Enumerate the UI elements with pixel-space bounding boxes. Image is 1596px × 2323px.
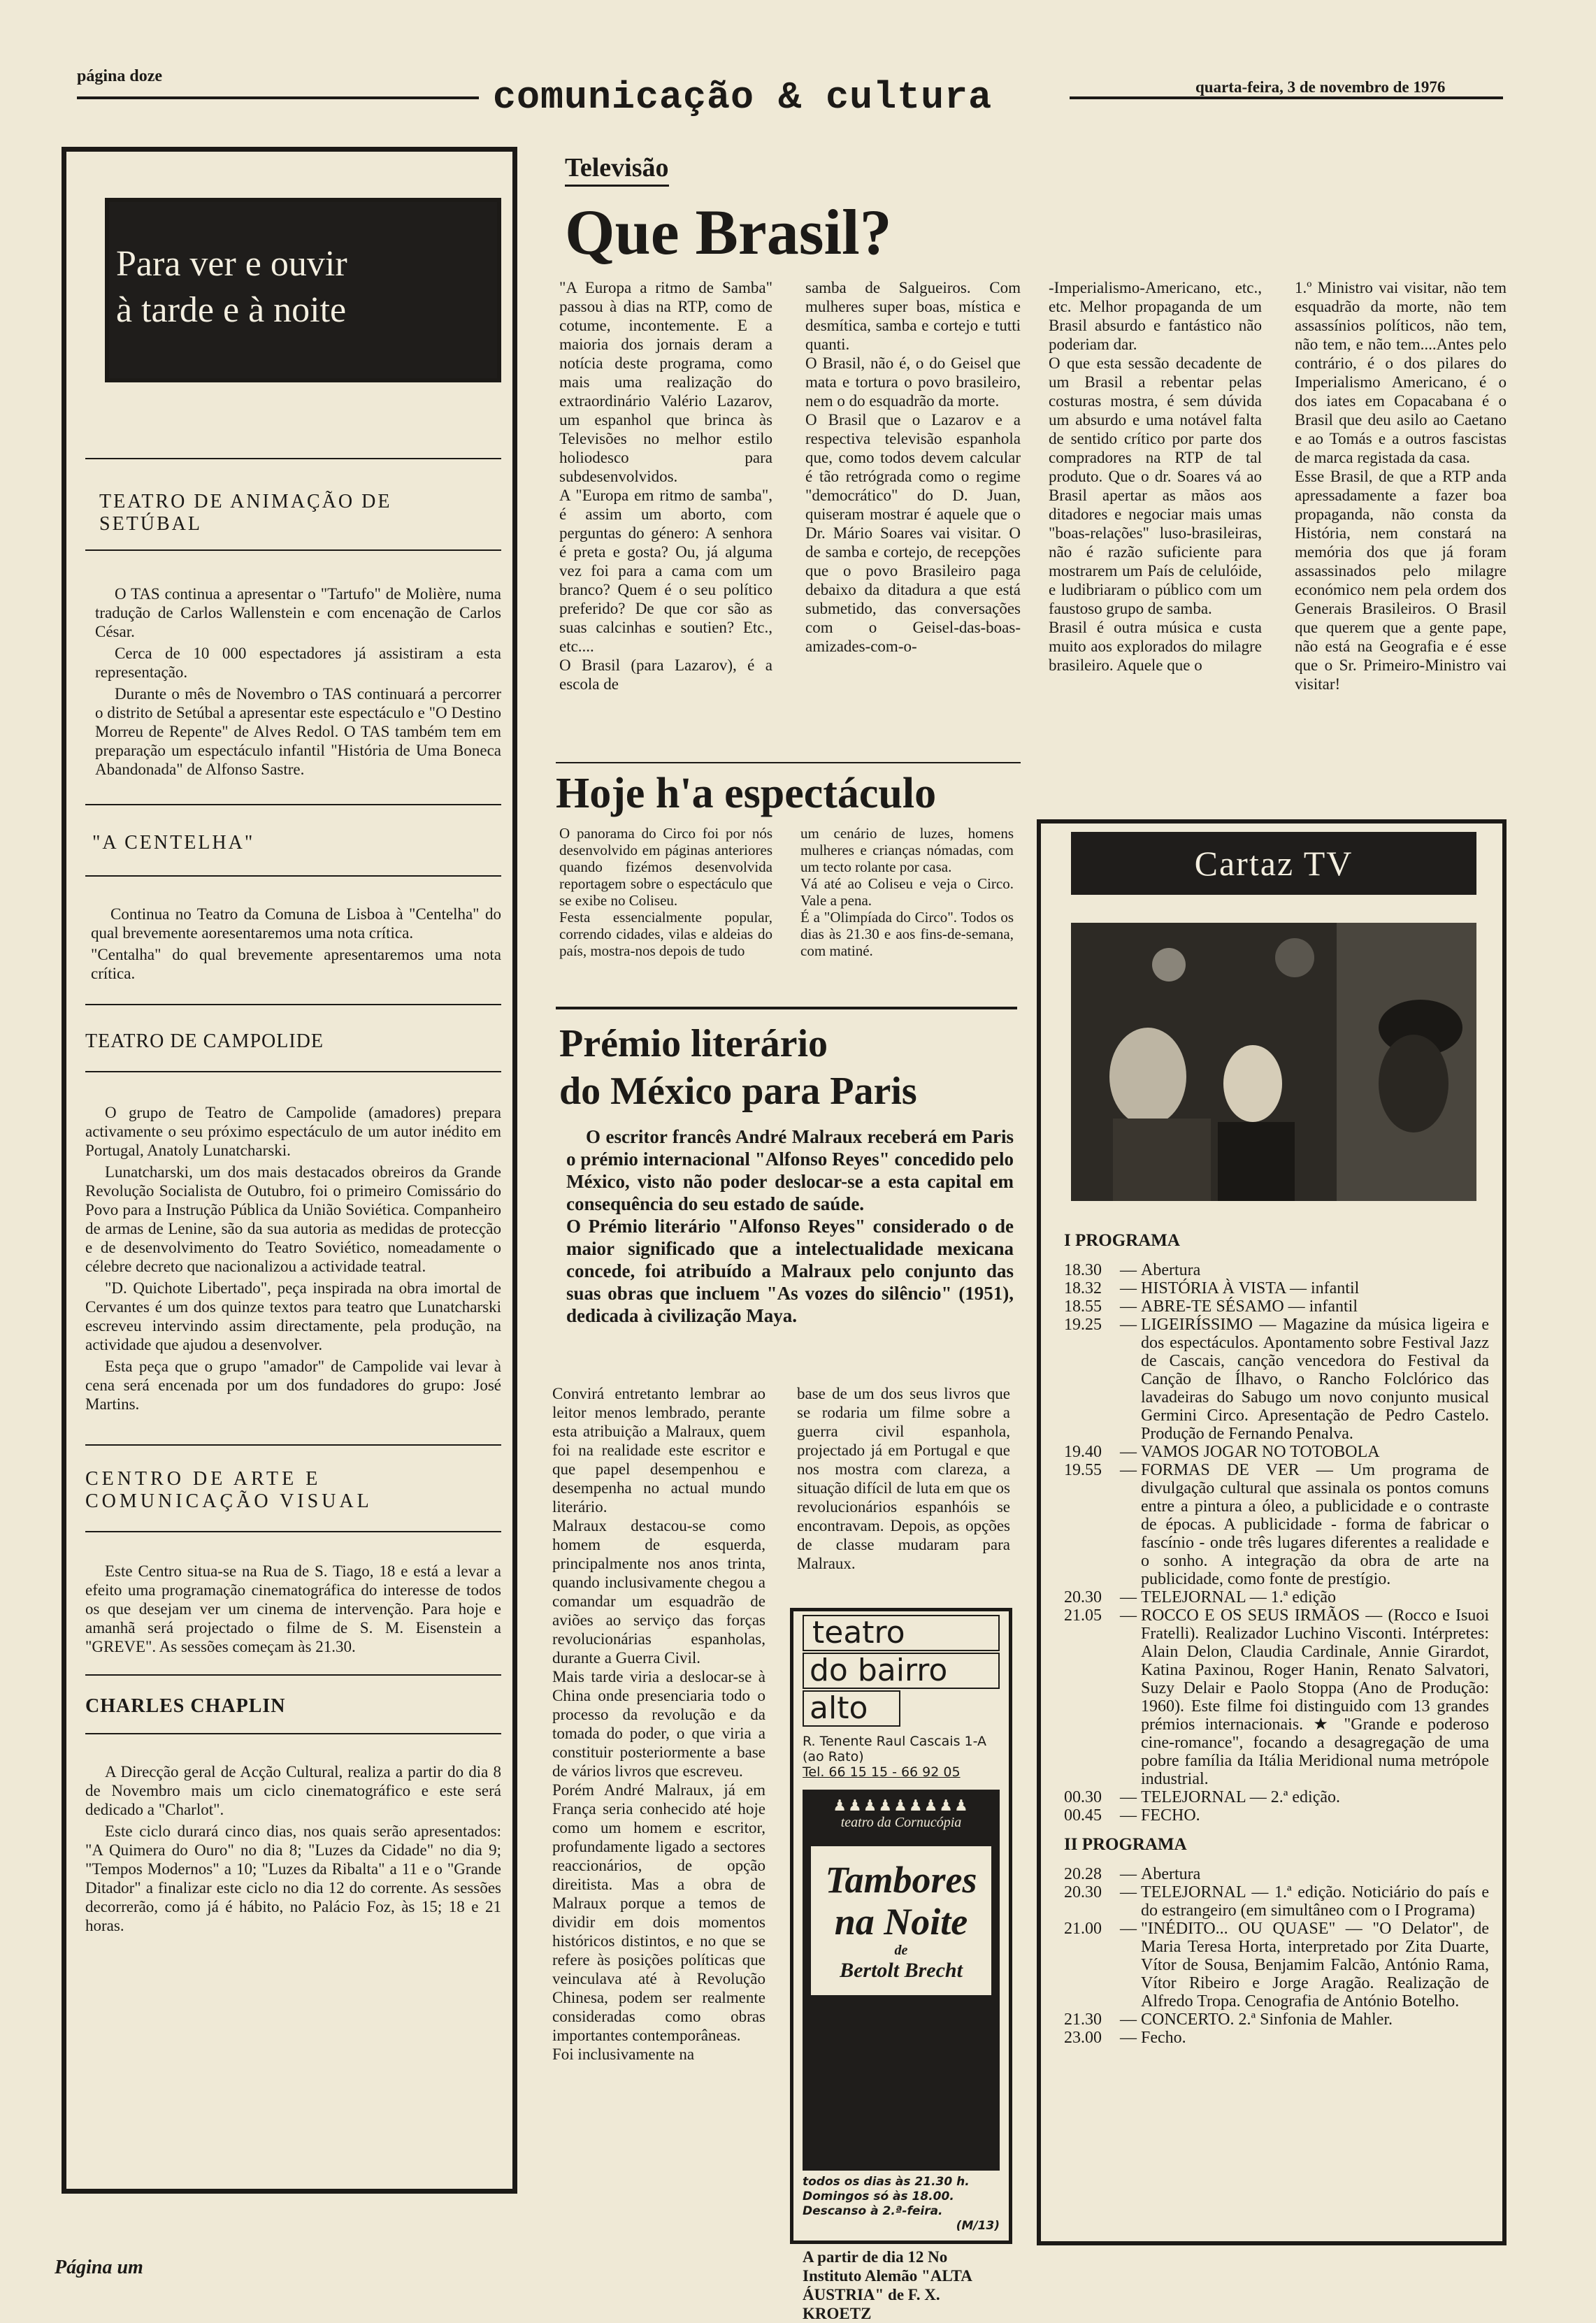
section-body-centro-arte — [85, 1562, 501, 1656]
program-time: 23.00 — [1064, 2029, 1102, 2047]
poster — [803, 1790, 1000, 2171]
circus-rule-bottom — [556, 1007, 1017, 1009]
circus-col-1: O panorama do Circo foi por nós desenvolvido em páginas anteriores quando fizémos desenvolvida reportagem sobre o espectáculo que se exibe no Coliseu. Festa essencialmente popular, correndo cidades, vilas e aldeias do país, mostra-nos depois de tudo — [559, 825, 772, 959]
section-title-setubal: TEATRO DE ANIMAÇÃO DE SETÚBAL — [99, 491, 392, 535]
times-line-3: Descanso à 2.ª-feira. — [803, 2204, 943, 2218]
program-time: 18.32 — [1064, 1279, 1102, 1297]
prize-headline-1: Prémio literário — [559, 1022, 828, 1065]
film-still-illustration — [1071, 923, 1476, 1201]
program-dash: — — [1120, 1883, 1141, 1901]
program-time: 00.30 — [1064, 1788, 1102, 1806]
play-by: de — [894, 1943, 908, 1958]
paragraph: Esta peça que o grupo "amador" de Campolide vai levar à cena será encenada por um dos fundadores do grupo: José Martins. — [85, 1358, 501, 1413]
program-description: HISTÓRIA À VISTA — infantil — [1141, 1279, 1360, 1297]
program-time: 20.30 — [1064, 1588, 1102, 1606]
program-dash: — — [1120, 1261, 1141, 1279]
section-title-centelha: "A CENTELHA" — [92, 832, 255, 854]
program-item — [1064, 1443, 1489, 1461]
program-time: 20.30 — [1064, 1883, 1102, 1901]
program-time: 21.00 — [1064, 1920, 1102, 1938]
paragraph: O TAS continua a apresentar o "Tartufo" de Molière, numa tradução de Carlos Wallenstein e com encenação de Carlos César. — [95, 585, 501, 640]
section-title: comunicação & cultura — [493, 75, 993, 120]
program-dash: — — [1120, 1316, 1141, 1334]
program-description: FORMAS DE VER — Um programa de divulgação cultural que assinala os pontos comuns entre a pintura a óleo, a publicidade e o contraste de épocas. A publicidade - forma de fabricar o fascínio - onde três lugares diferentes a realidade e o sonho. A integração da obra de arte na publicidade, como fonte de prestígio. — [1141, 1461, 1489, 1588]
paragraph: Cerca de 10 000 espectadores já assistiram a esta representação. — [95, 645, 501, 681]
section-title-chaplin: CHARLES CHAPLIN — [85, 1695, 286, 1717]
tv-kicker: Televisão — [565, 152, 669, 187]
section-title-campolide: TEATRO DE CAMPOLIDE — [85, 1030, 324, 1052]
section-divider — [85, 1733, 501, 1734]
program-item — [1064, 1588, 1489, 1606]
program-time: 21.05 — [1064, 1606, 1102, 1625]
program-dash: — — [1120, 1920, 1141, 1938]
program-item — [1064, 1461, 1489, 1588]
program-dash: — — [1120, 1588, 1141, 1606]
listings-sections — [85, 458, 501, 1938]
program-time: 18.30 — [1064, 1261, 1102, 1279]
play-author: Bertolt Brecht — [840, 1959, 963, 1982]
section-divider — [85, 458, 501, 459]
program-description: ABRE-TE SÉSAMO — infantil — [1141, 1297, 1358, 1316]
program-time: 19.40 — [1064, 1443, 1102, 1461]
paragraph: Este ciclo durará cinco dias, nos quais serão apresentados: "A Quimera do Ouro" no dia 8; "Luzes da Cidade" no dia 9; "Tempos Modernos" a 10; "Luzes da Ribalta" a 11 e o "Grande Ditador" a finalizar este ciclo no dia 12 do corrente. As sessões decorrerão, como já é hábito, no Palácio Foz, às 15; 18 e 21 horas. — [85, 1822, 501, 1934]
program-item — [1064, 2029, 1489, 2047]
section-divider — [85, 1071, 501, 1072]
tv-col-4: 1.º Ministro vai visitar, não tem esquadrão da morte, não tem assassínios políticos, não tem, não tem, e não tem....Antes pelo contrário, é o dos pilares do Imperialismo Americano, é o dos iates em Copacabana é o Brasil que deu asilo ao Caetano e ao Tomás e a outros fascistas de marca registada da casa. Esse Brasil, de que a RTP anda apressadamente a fazer boa propaganda, não consta da História, nem constará na memória dos que já foram assassinados pelo milagre económico nem pela ordem dos Generais Brasileiros. O Brasil que querem que a gente pape, não está na Geografia e é esse que o Sr. Primeiro-Ministro vai visitar! — [1295, 279, 1507, 693]
section-divider — [85, 804, 501, 805]
banner-line-2: à tarde e à noite — [116, 290, 347, 330]
logo-line-2: do bairro — [803, 1653, 1000, 1689]
paragraph: Continua no Teatro da Comuna de Lisboa à "Centelha" do qual brevemente aoresentaremos uma nota crítica. — [91, 905, 501, 942]
company-name: teatro da Cornucópia — [840, 1815, 962, 1830]
show-times — [803, 2175, 1000, 2234]
program-item — [1064, 1920, 1489, 2011]
paragraph: Lunatcharski, um dos mais destacados obreiros da Grande Revolução Socialista de Outubro, foi o primeiro Comissário do Povo para a Instrução Pública da União Soviética. Companheiro de armas de Lenine, são da sua autoria as medidas de protecção e de desenvolvimento do Teatro Soviético, nomeadamente o célebre decreto que nacionalizou a actividade teatral. — [85, 1163, 501, 1275]
program-item — [1064, 1279, 1489, 1297]
section-divider — [85, 1444, 501, 1446]
paragraph: Durante o mês de Novembro o TAS continuará a percorrer o distrito de Setúbal a apresentar este espectáculo e "O Destino Morreu de Repente" de Alves Redol. O TAS também tem em preparação um espectáculo infantil "História de Uma Boneca Abandonada" de Alfonso Sastre. — [95, 685, 501, 778]
program-description: Abertura — [1141, 1261, 1201, 1279]
program-description: TELEJORNAL — 2.ª edição. — [1141, 1788, 1340, 1806]
program-item — [1064, 1865, 1489, 1883]
poster-figures: ♟♟♟♟♟♟♟♟♟ — [833, 1797, 970, 1814]
program-dash: — — [1120, 2011, 1141, 2029]
program-item — [1064, 1606, 1489, 1788]
paragraph: "Centalha" do qual brevemente apresentaremos uma nota crítica. — [91, 946, 501, 982]
tv-headline: Que Brasil? — [565, 196, 892, 268]
program-1-items — [1064, 1261, 1489, 1825]
program-dash: — — [1120, 1443, 1141, 1461]
header-rule-right — [1070, 96, 1503, 99]
program-description: TELEJORNAL — 1.ª edição. Noticiário do país e do estrangeiro (em simultâneo com o I Programa) — [1141, 1883, 1489, 1920]
program-dash: — — [1120, 1279, 1141, 1297]
tv-col-2: samba de Salgueiros. Com mulheres super boas, mística e desmítica, samba e cortejo e tutti quanti. O Brasil, não é, o do Geisel que mata e tortura o povo brasileiro, nem o do esquadrão da morte. O Brasil que o Lazarov e a respectiva televisão espanhola que, como todos devem calcular é tão retrógrada como o regime "democrático" do D. Juan, quiseram mostrar é aquele que o Dr. Mário Soares vai visitar. O de samba e cortejo, de recepções que o povo Brasileiro paga debaixo da ditadura a que está submetido, das conversações com o Geisel-das-boas-amizades-com-o- — [805, 279, 1021, 655]
prize-headline-2: do México para Paris — [559, 1070, 917, 1113]
program-description: LIGEIRÍSSIMO — Magazine da música ligeira e dos espectáculos. Apontamento sobre Festival Jazz de Cascais, canção vencedora do Festival da Canção de Ílhavo, o Rancho Folclórico das lavadeiras do Sabugo um novo conjunto musical Germini Circo. Apresentação de Pedro Castelo. Produção de Fernando Penalva. — [1141, 1316, 1489, 1443]
program-time: 19.55 — [1064, 1461, 1102, 1479]
section-body-campolide — [85, 1103, 501, 1414]
prize-col-1: Convirá entretanto lembrar ao leitor menos lembrado, perante esta atribuição a Malraux, quem foi na realidade este escritor e que papel desempenhou e desempenha no actual mundo literário. Malraux destacou-se como homem de esquerda, principalmente nos anos trinta, quando inclusivamente chegou a comandar um esquadrão de aviões ao serviço das forças revolucionárias espanholas, durante a Guerra Civil. Mais tarde viria a deslocar-se à China onde presenciaria todo o processo da revolução e da tomada do poder, o que viria a constituir posteriormente a base de vários livros que escreveu. Porém André Malraux, já em França seria conhecido até hoje como um homem e escritor, profundamente ligado a sectores reaccionários, de opção direitista. Mas a obra de Malraux porque a temos de dividir em dois momentos históricos distintos, e no que se refere às posições políticas que veinculava até à Revolução Chinesa, podem ser realmente consideradas como obras importantes contemporâneas. Foi inclusivamente na — [552, 1385, 765, 2063]
section-body-centelha — [91, 905, 501, 983]
program-heading-1: I PROGRAMA — [1064, 1231, 1180, 1250]
program-item — [1064, 1261, 1489, 1279]
program-item — [1064, 1788, 1489, 1806]
program-item — [1064, 1297, 1489, 1316]
program-description: ROCCO E OS SEUS IRMÃOS — (Rocco e Isuoi Fratelli). Realizador Luchino Visconti. Intérpretes: Alain Delon, Claudia Cardinale, Annie Girardot, Katina Paxinou, Roger Hanin, Renato Salvatori, Suzy Delair e Paolo Stoppa (Ano de Produção: 1960). Este filme foi distinguido com 13 grandes prémios internacionais. ★ "Grande e poderoso cine-romance", focando a desagregação de uma pobre família da Itália Meridional numa metrópole industrial. — [1141, 1606, 1489, 1788]
program-dash: — — [1120, 2029, 1141, 2047]
film-still-image — [1071, 923, 1476, 1201]
theatre-address: R. Tenente Raul Cascais 1-A (ao Rato) — [803, 1734, 987, 1764]
program-item — [1064, 1316, 1489, 1443]
program-time: 19.25 — [1064, 1316, 1102, 1334]
footer-bleed-text: Página um — [55, 2257, 143, 2278]
section-divider — [85, 1531, 501, 1532]
times-line-1: todos os dias às 21.30 h. — [803, 2175, 970, 2189]
program-item — [1064, 1883, 1489, 1920]
program-heading-2: II PROGRAMA — [1064, 1835, 1187, 1854]
program-time: 18.55 — [1064, 1297, 1102, 1316]
program-description: TELEJORNAL — 1.ª edição — [1141, 1588, 1336, 1606]
program-dash: — — [1120, 1806, 1141, 1825]
listings-banner — [105, 198, 501, 382]
program-description: FECHO. — [1141, 1806, 1200, 1825]
section-body-setubal — [95, 584, 501, 779]
prize-lead: O escritor francês André Malraux receberá em Paris o prémio internacional "Alfonso Reyes" concedido pelo México, visto não poder deslocar-se a esta capital em consequência do seu estado de saúde. O Prémio literário "Alfonso Reyes" considerado o de maior significado que a intelectualidade mexicana concede, foi atribuído a Malraux pelo conjunto das suas obras que incluem "As vozes do silêncio" (1951), dedicada à civilização Maya. — [566, 1126, 1014, 1326]
prize-col-2: base de um dos seus livros que se rodaria um filme sobre a guerra civil espanhola, projectado já em Portugal e que nos mostra com clareza, a situação difícil de luta em que os revolucionários espanhóis se encontravam. Depois, as opções de classe mudaram para Malraux. — [797, 1385, 1010, 1572]
cartaz-tv-title: Cartaz TV — [1071, 832, 1476, 895]
section-title-centro-arte: CENTRO DE ARTE E COMUNICAÇÃO VISUAL — [85, 1468, 373, 1512]
play-title-1: Tambores — [825, 1859, 977, 1901]
program-description: VAMOS JOGAR NO TOTOBOLA — [1141, 1443, 1380, 1461]
paragraph: A Direcção geral de Acção Cultural, realiza a partir do dia 8 de Novembro mais um ciclo cinematográfico e este será dedicado a "Charlot". — [85, 1763, 501, 1818]
paragraph: "D. Quichote Libertado", peça inspirada na obra imortal de Cervantes é um dos quinze textos para teatro que Lunatcharski escreveu intervindo assim directamente, pela produção, na actividade que ajudou a desenvolver. — [85, 1279, 501, 1353]
program-time: 20.28 — [1064, 1865, 1102, 1883]
program-description: "INÉDITO... OU QUASE" — "O Delator", de Maria Teresa Horta, interpretado por Zita Duarte, Vítor de Sousa, Benjamim Falcão, António Rama, Vítor Ribeiro e Jorge Aragão. Realização de Alfredo Tropa. Cenografia de António Botelho. — [1141, 1920, 1489, 2011]
program-time: 21.30 — [1064, 2011, 1102, 2029]
header-rule-left — [77, 96, 479, 99]
program-2-items — [1064, 1865, 1489, 2047]
section-divider — [85, 1004, 501, 1005]
logo-line-3: alto — [803, 1690, 900, 1727]
paragraph: Este Centro situa-se na Rua de S. Tiago, 18 e está a levar a efeito uma programação cinematográfica do interesse de todos os que desejam ver um cinema de intervenção. Para hoje e amanhã será projectado o filme de S. M. Eisenstein a "GREVE". As sessões começam às 21.30. — [85, 1562, 501, 1655]
play-title-2: na Noite — [834, 1901, 968, 1943]
section-divider — [85, 1674, 501, 1676]
program-dash: — — [1120, 1865, 1141, 1883]
theatre-logo — [803, 1615, 1000, 1727]
times-line-2: Domingos só às 18.00. — [803, 2189, 954, 2203]
issue-date: quarta-feira, 3 de novembro de 1976 — [1195, 78, 1446, 96]
section-body-chaplin — [85, 1762, 501, 1935]
circus-headline: Hoje h'a espectáculo — [556, 770, 937, 817]
section-divider — [85, 875, 501, 877]
section-divider — [85, 549, 501, 551]
tv-col-1: "A Europa a ritmo de Samba" passou à dias na RTP, como de cotume, incontemente. E a maioria dos jornais deram a notícia deste programa, como mais uma realização do extraordinário Valério Lazarov, um espanhol que brinca às Televisões no melhor estilo holiodesco para subdesenvolvidos. A "Europa em ritmo de samba", é assim um aborto, com perguntas do género: A senhora é preta e gosta? Ou, já alguma vez foi para a cama com um branco? Quem é o seu político preferido? De que cor são as suas calcinhas e soutien? Etc., etc.... O Brasil (para Lazarov), é a escola de — [559, 279, 772, 693]
paragraph: O grupo de Teatro de Campolide (amadores) prepara activamente o seu próximo espectáculo de um autor inédito em Portugal, Anatoly Lunatcharski. — [85, 1104, 501, 1159]
ad-caption: A partir de dia 12 No Instituto Alemão "ALTA ÁUSTRIA" de F. X. KROETZ — [803, 2248, 972, 2322]
program-item — [1064, 2011, 1489, 2029]
banner-line-1: Para ver e ouvir — [116, 244, 347, 284]
page-number-label: página doze — [77, 67, 163, 85]
circus-col-2: um cenário de luzes, homens mulheres e crianças nómadas, com um tecto rolante por casa. Vá até ao Coliseu e veja o Circo. Vale a pena. É a "Olimpíada do Circo". Todos os dias às 21.30 e aos fins-de-semana, com matiné. — [800, 825, 1014, 959]
tv-col-3: -Imperialismo-Americano, etc., etc. Melhor propaganda de um Brasil absurdo e fantástico não poderiam dar. O que esta sessão decadente de um Brasil a rebentar pelas costuras mostra, é sem dúvida um absurdo e uma notável falta de sentido crítico por parte dos compradores na RTP de tal produto. Que o dr. Soares vá ao Brasil apertar as mãos aos ditadores e negociar mais umas "boas-relações" luso-brasileiras, não é razão suficiente para mostrarem um País de celulóide, e ludibriaram o público com um faustoso grupo de samba. Brasil é outra música e custa muito aos explorados do milagre brasileiro. Aquele que o — [1049, 279, 1262, 674]
program-item — [1064, 1806, 1489, 1825]
cartaz-program-list — [1064, 1232, 1489, 2047]
theatre-ad-content — [803, 1615, 1000, 2323]
program-description: CONCERTO. 2.ª Sinfonia de Mahler. — [1141, 2011, 1393, 2029]
program-description: Abertura — [1141, 1865, 1201, 1883]
logo-line-1: teatro — [803, 1615, 1000, 1651]
program-time: 00.45 — [1064, 1806, 1102, 1825]
program-description: Fecho. — [1141, 2029, 1186, 2047]
program-dash: — — [1120, 1788, 1141, 1806]
theatre-phone: Tel. 66 15 15 - 66 92 05 — [803, 1764, 961, 1780]
program-dash: — — [1120, 1297, 1141, 1316]
program-dash: — — [1120, 1461, 1141, 1479]
rating: (M/13) — [956, 2219, 1000, 2233]
poster-title — [811, 1846, 991, 1995]
program-dash: — — [1120, 1606, 1141, 1625]
